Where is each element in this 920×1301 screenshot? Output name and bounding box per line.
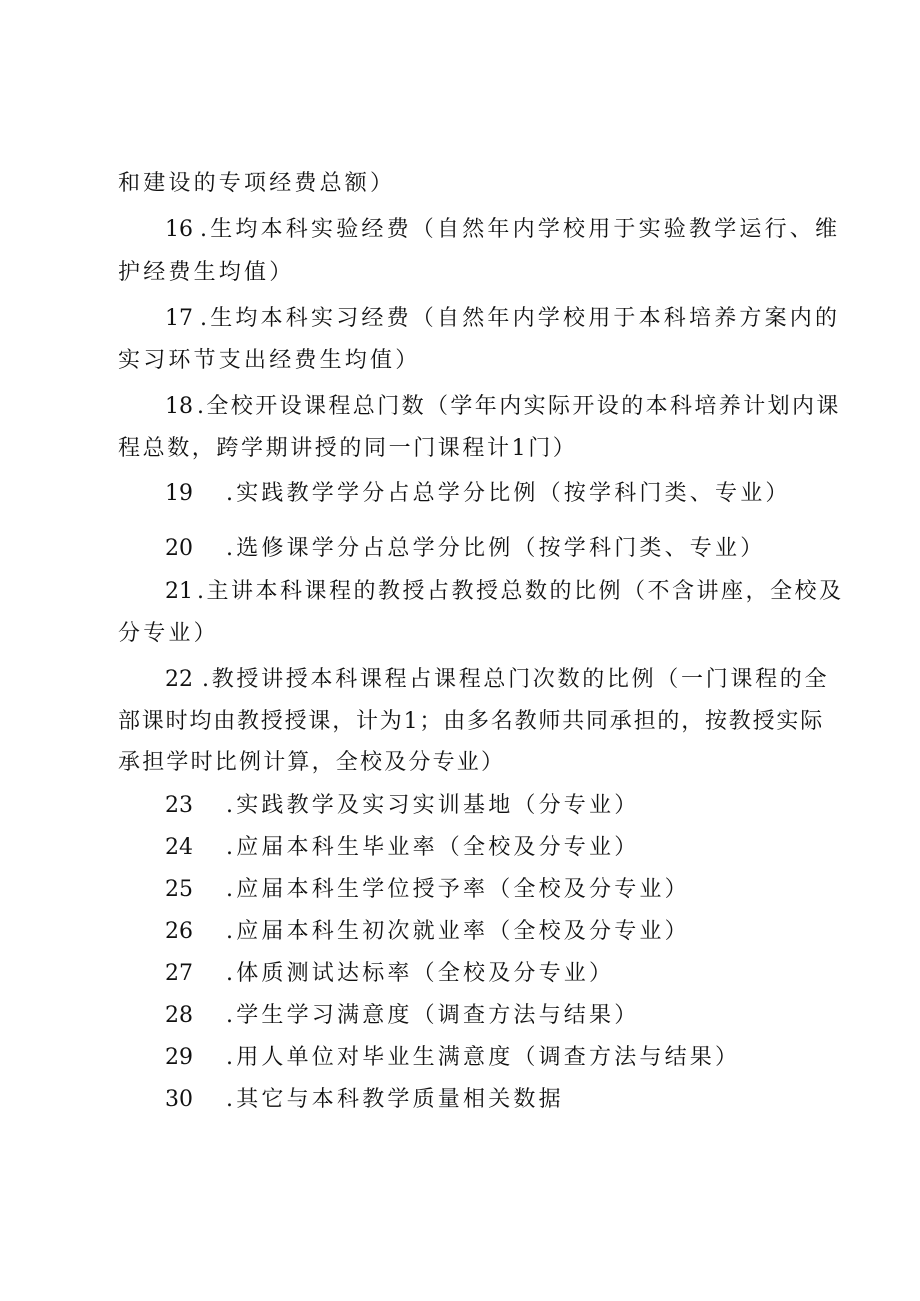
item-text-line: .体质测试达标率（全校及分专业）: [226, 961, 615, 986]
item-text-line: .其它与本科教学质量相关数据: [226, 1087, 564, 1112]
item-text-line: .实践教学学分占总学分比例（按学科门类、专业）: [226, 481, 791, 506]
item-number: 29: [165, 1045, 193, 1070]
item-number: 16: [165, 217, 193, 242]
item-number: 24: [165, 835, 193, 860]
item-number: 17: [165, 306, 193, 331]
item-text-line: 护经费生均值）: [118, 260, 295, 285]
item-text-line: 实习环节支出经费生均值）: [118, 348, 421, 373]
item-number: 30: [165, 1087, 193, 1112]
item-text-line: 部课时均由教授授课，计为1；由多名教师共同承担的，按教授实际: [118, 709, 824, 734]
item-number: 18: [165, 394, 193, 419]
item-text-line: .全校开设课程总门数（学年内实际开设的本科培养计划内课: [197, 394, 841, 419]
item-text-line: .学生学习满意度（调查方法与结果）: [226, 1003, 640, 1028]
item-text-line: .用人单位对毕业生满意度（调查方法与结果）: [226, 1045, 741, 1070]
item-number: 20: [165, 536, 193, 561]
item-text-line: .应届本科生初次就业率（全校及分专业）: [226, 919, 690, 944]
item-number: 21: [165, 579, 193, 604]
item-text-line: .生均本科实验经费（自然年内学校用于实验教学运行、维: [200, 217, 841, 242]
item-text-line: 承担学时比例计算，全校及分专业）: [118, 750, 506, 775]
item-number: 26: [165, 919, 193, 944]
item-text-line: .应届本科生毕业率（全校及分专业）: [226, 835, 640, 860]
item-number: 22: [165, 667, 193, 692]
item-text-line: .应届本科生学位授予率（全校及分专业）: [226, 877, 690, 902]
item-number: 23: [165, 793, 193, 818]
item-number: 25: [165, 877, 193, 902]
item-text-line: 程总数，跨学期讲授的同一门课程计1门）: [118, 436, 578, 461]
item-text-line: .实践教学及实习实训基地（分专业）: [226, 793, 640, 818]
item-text-line: 分专业）: [118, 621, 219, 646]
item-text-line: .主讲本科课程的教授占教授总数的比例（不含讲座，全校及: [197, 579, 844, 604]
item-number: 28: [165, 1003, 193, 1028]
intro-continuation: 和建设的专项经费总额）: [118, 171, 396, 196]
item-text-line: .生均本科实习经费（自然年内学校用于本科培养方案内的: [200, 306, 841, 331]
item-text-line: .选修课学分占总学分比例（按学科门类、专业）: [226, 536, 766, 561]
item-text-line: .教授讲授本科课程占课程总门次数的比例（一门课程的全: [202, 667, 830, 692]
item-number: 19: [165, 481, 193, 506]
item-number: 27: [165, 961, 193, 986]
